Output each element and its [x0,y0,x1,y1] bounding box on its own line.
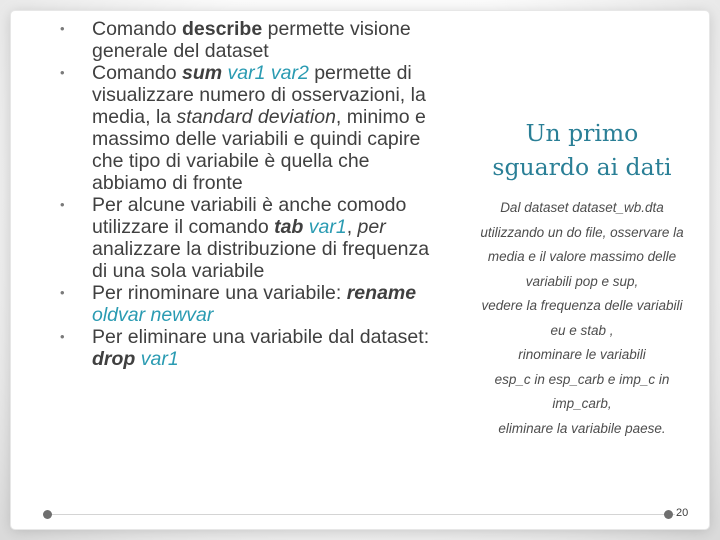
bullet-item [58,326,444,370]
bullet-text: , [346,216,358,238]
footer-divider [47,514,675,515]
note-paragraph: rinominare le variabili [518,347,646,362]
bullet-text: Comando [92,62,182,84]
bullet-text: tab [274,216,304,238]
footer-left-dot [43,510,52,519]
bullet-marker: • [60,285,65,300]
note-paragraph: vedere la frequenza delle variabili eu e stab , [481,298,683,338]
bullet-text: var1 [140,348,179,370]
slide-title: Un primo sguardo ai dati [492,119,672,181]
bullet-text: standard deviation [176,106,336,128]
bullet-text: Comando [92,18,182,40]
slide-number: 20 [676,507,689,519]
footer-right-dot [664,510,673,519]
bullet-text: analizzare la distribuzione di frequenza di una sola variabile [92,238,430,282]
bullet-text: , minimo e massimo delle variabili e quindi capire che tipo di variabile è quella che abbiamo di fronte [92,106,426,194]
bullet-text: per [357,216,386,238]
bullet-text: Per alcune variabili è anche comodo utilizzare il comando [92,194,407,238]
note-paragraph: Dal dataset dataset_wb.dta utilizzando un do file, osservare la media e il valore massimo delle variabili pop e sup, [480,200,684,289]
bullet-text: sum [181,62,223,84]
bullet-text: rename [346,282,417,304]
bullet-text: permette di visualizzare numero di osservazioni, la media, la [92,62,426,128]
bullet-marker: • [60,329,65,344]
note-paragraph: eliminare la variabile paese. [498,420,666,436]
bullet-text: var1 [308,216,347,238]
bullet-list [58,18,444,370]
bullet-text: describe [181,18,263,40]
bullet-text: Per eliminare una variabile dal dataset: [92,326,430,348]
bullet-item [58,18,444,62]
bullet-marker: • [60,65,65,80]
bullet-text: Per rinominare una variabile: [92,282,347,304]
bullet-text: oldvar newvar [92,304,214,326]
bullet-text: var1 var2 [227,62,309,84]
bullet-marker: • [60,21,65,36]
bullet-item [58,282,444,326]
bullet-item [58,62,444,194]
bullet-text: drop [92,348,136,370]
speaker-notes [474,196,690,441]
bullet-text: permette visione generale del dataset [92,18,411,62]
note-paragraph: esp_c in esp_carb e imp_c in imp_carb, [494,371,670,411]
bullet-marker: • [60,197,65,212]
bullet-item [58,194,444,282]
